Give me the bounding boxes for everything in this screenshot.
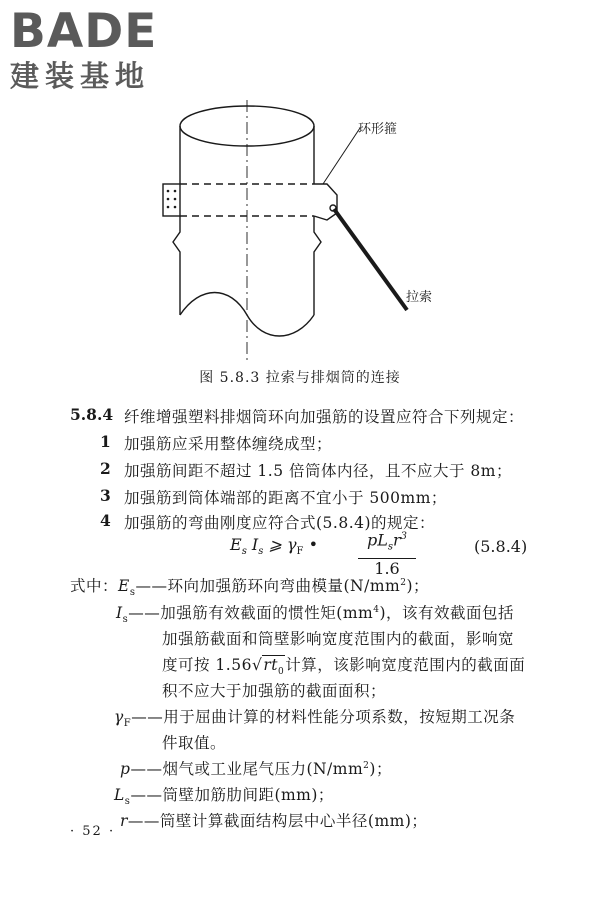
formula-denominator: 1.6: [374, 558, 400, 578]
item-text: 加强筋到筒体端部的距离不宜小于 500mm；: [124, 489, 447, 507]
bade-logo: [10, 6, 180, 96]
guy-cable: [334, 209, 407, 310]
definition-gf: $\gamma_F——$用于屈曲计算的材料性能分项系数，按短期工况条: [114, 708, 516, 730]
chimney-figure: [155, 100, 445, 360]
formula-5-8-4: [230, 527, 570, 578]
item-number: 4: [100, 511, 111, 530]
definition-is: $I_s——$加强筋有效截面的惯性矩$(mm^4)$，该有效截面包括: [116, 604, 515, 626]
ring-label: 环形箍: [358, 122, 398, 137]
formula-lhs: $E_s$ $I_s$ ⩾ $\gamma_F$ •: [230, 535, 318, 558]
definition-r: r——筒壁计算截面结构层中心半径(mm)；: [120, 812, 428, 830]
definition-is-line4: 积不应大于加强筋的截面面积；: [162, 682, 387, 700]
section-number: 5.8.4: [70, 405, 114, 424]
pipe-right-wall: [314, 126, 321, 315]
left-clamp: [163, 184, 180, 216]
rope-label: 拉索: [406, 290, 433, 305]
figure-caption: 图 5.8.3 拉索与排烟筒的连接: [199, 370, 401, 386]
item-text: 加强筋的弯曲刚度应符合式(5.8.4)的规定：: [124, 514, 436, 532]
logo-subtitle: 建装基地: [10, 59, 151, 93]
right-bracket: [314, 184, 337, 220]
page-number: · 52 ·: [70, 824, 116, 839]
formula-fraction: $pL_sr^3$ 1.6: [358, 527, 416, 579]
item-number: 2: [100, 459, 111, 478]
logo-wordmark: BADE: [10, 4, 158, 59]
definition-is-line2: 加强筋截面和筒壁影响宽度范围内的截面，影响宽: [162, 630, 515, 648]
item-text: 加强筋间距不超过 1.5 倍筒体内径，且不应大于 8m；: [124, 462, 512, 480]
pipe-left-wall: [173, 126, 180, 315]
definition-es: 式中：$E_s——$环向加强筋环向弯曲模量$(N/mm^2)$；: [70, 577, 430, 599]
definition-is-line3: 度可按 $1.56√rt_0$计算，该影响宽度范围内的截面面: [162, 656, 526, 678]
definition-ls: $L_s——$筒壁加筋肋间距(mm)；: [114, 786, 334, 808]
item-number: 3: [100, 486, 111, 505]
ring-leader-line: [323, 128, 360, 184]
definition-p: p——烟气或工业尾气压力$(N/mm^2)$；: [120, 760, 392, 778]
formula-number: (5.8.4): [474, 537, 528, 556]
section-title: 纤维增强塑料排烟筒环向加强筋的设置应符合下列规定：: [124, 408, 525, 426]
formula-numerator: pL: [366, 530, 388, 550]
item-number: 1: [100, 432, 111, 451]
definition-gf-line2: 件取值。: [162, 734, 227, 752]
item-text: 加强筋应采用整体缠绕成型；: [124, 435, 333, 453]
